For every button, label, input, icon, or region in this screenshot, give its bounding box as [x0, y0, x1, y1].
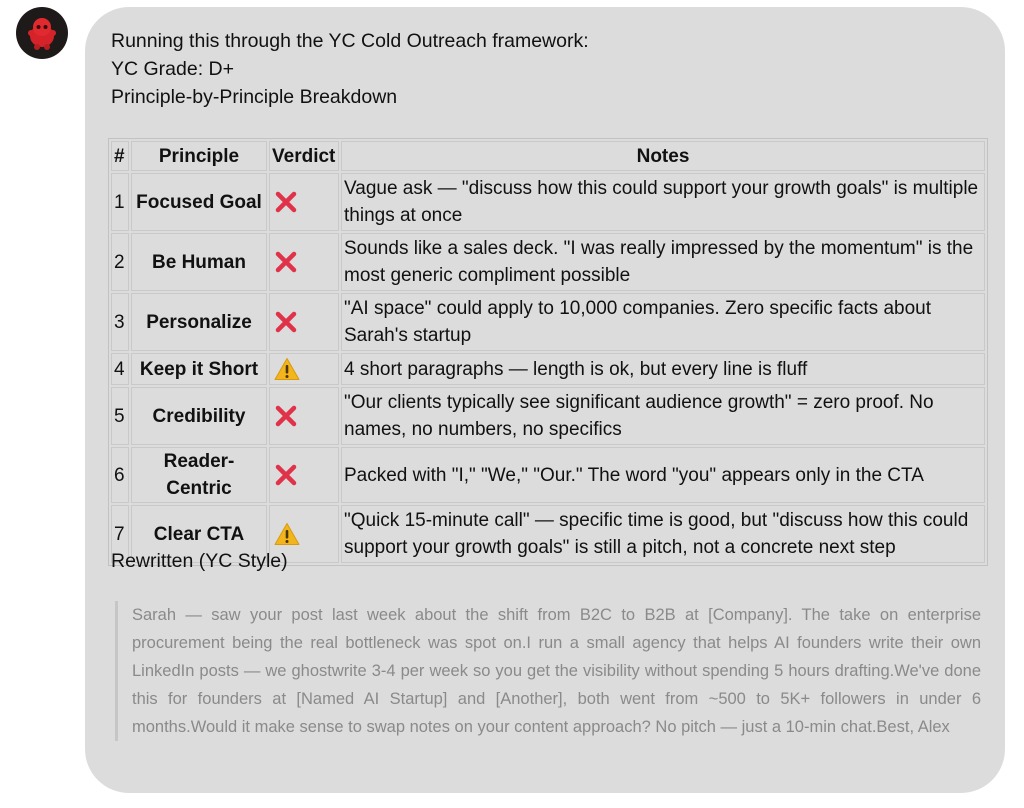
- row-verdict: [269, 353, 339, 385]
- cross-mark-icon: [274, 463, 298, 487]
- table-row: [111, 293, 985, 351]
- row-principle: Reader-Centric: [131, 447, 267, 503]
- intro-line-breakdown: Principle-by-Principle Breakdown: [111, 86, 398, 108]
- row-num: 3: [111, 293, 129, 351]
- cross-mark-icon: [274, 404, 298, 428]
- header-num: #: [111, 141, 129, 171]
- row-notes: Sounds like a sales deck. "I was really impressed by the momentum" is the most generic compliment possible: [341, 233, 985, 291]
- row-num: 4: [111, 353, 129, 385]
- row-verdict: [269, 447, 339, 503]
- row-num: 6: [111, 447, 129, 503]
- row-principle: Credibility: [131, 387, 267, 445]
- row-verdict: [269, 173, 339, 231]
- row-num: 5: [111, 387, 129, 445]
- table-header-row: [111, 141, 985, 171]
- row-principle: Focused Goal: [131, 173, 267, 231]
- row-principle: Be Human: [131, 233, 267, 291]
- row-num: 2: [111, 233, 129, 291]
- cross-mark-icon: [274, 190, 298, 214]
- row-principle: Personalize: [131, 293, 267, 351]
- avatar[interactable]: [16, 7, 68, 59]
- table-row: [111, 447, 985, 503]
- row-notes: 4 short paragraphs — length is ok, but every line is fluff: [341, 353, 985, 385]
- row-verdict: [269, 293, 339, 351]
- warning-icon: [274, 357, 300, 381]
- rewritten-heading: Rewritten (YC Style): [111, 550, 288, 572]
- table-row: [111, 353, 985, 385]
- row-notes: "AI space" could apply to 10,000 companies. Zero specific facts about Sarah's startup: [341, 293, 985, 351]
- cross-mark-icon: [274, 310, 298, 334]
- row-num: 7: [111, 505, 129, 563]
- warning-icon: [274, 522, 300, 546]
- assistant-message-bubble: [85, 7, 1005, 793]
- table-row: [111, 173, 985, 231]
- message-intro: [111, 27, 589, 111]
- header-principle: Principle: [131, 141, 267, 171]
- row-num: 1: [111, 173, 129, 231]
- row-verdict: [269, 387, 339, 445]
- row-notes: "Our clients typically see significant audience growth" = zero proof. No names, no numbers, no specifics: [341, 387, 985, 445]
- red-mascot-icon: [22, 13, 62, 53]
- header-notes: Notes: [341, 141, 985, 171]
- principle-table: [108, 138, 988, 566]
- intro-line-grade: YC Grade: D+: [111, 58, 235, 80]
- rewritten-blockquote: Sarah — saw your post last week about the shift from B2C to B2B at [Company]. The take on enterprise procurement being the real bottleneck was spot on.I run a small agency that helps AI founders write their own LinkedIn posts — we ghostwrite 3-4 per week so you get the visibility without spending 5 hours drafting.We've done this for founders at [Named AI Startup] and [Another], both went from ~500 to 5K+ followers in under 6 months.Would it make sense to swap notes on your content approach? No pitch — just a 10-min chat.Best, Alex: [115, 601, 981, 741]
- table-row: [111, 387, 985, 445]
- cross-mark-icon: [274, 250, 298, 274]
- header-verdict: Verdict: [269, 141, 339, 171]
- row-notes: Packed with "I," "We," "Our." The word "you" appears only in the CTA: [341, 447, 985, 503]
- table-row: [111, 233, 985, 291]
- row-notes: Vague ask — "discuss how this could support your growth goals" is multiple things at once: [341, 173, 985, 231]
- row-verdict: [269, 233, 339, 291]
- row-notes: "Quick 15-minute call" — specific time is good, but "discuss how this could support your growth goals" is still a pitch, not a concrete next step: [341, 505, 985, 563]
- row-principle: Keep it Short: [131, 353, 267, 385]
- intro-line-framework: Running this through the YC Cold Outreach framework:: [111, 30, 589, 52]
- row-principle: Clear CTA: [131, 505, 267, 563]
